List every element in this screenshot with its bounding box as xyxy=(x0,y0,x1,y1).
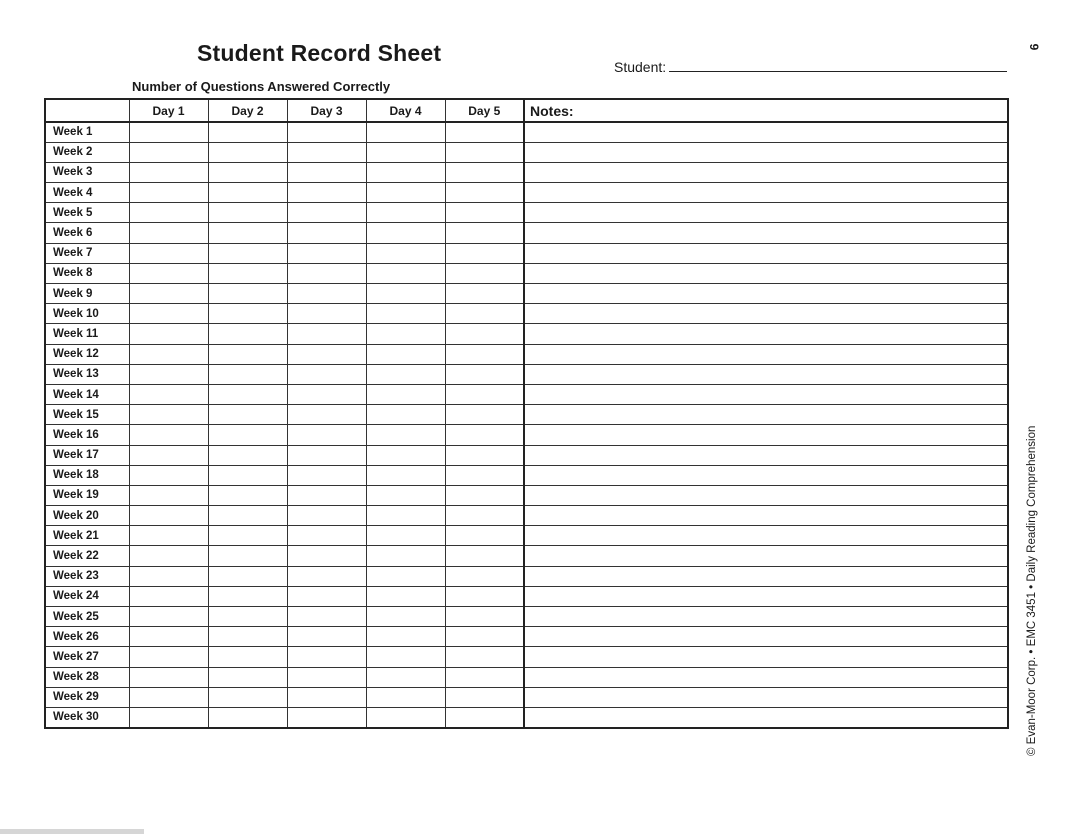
table-row xyxy=(45,566,1008,586)
day-2-cell[interactable] xyxy=(208,405,287,425)
record-table xyxy=(44,98,1009,729)
column-header-notes: Notes: xyxy=(524,99,1008,122)
day-4-cell[interactable] xyxy=(366,425,445,445)
table-row xyxy=(45,405,1008,425)
day-4-cell[interactable] xyxy=(366,364,445,384)
day-2-cell[interactable] xyxy=(208,223,287,243)
day-5-cell[interactable] xyxy=(445,526,524,546)
day-3-cell[interactable] xyxy=(287,142,366,162)
table-row xyxy=(45,223,1008,243)
day-3-cell[interactable] xyxy=(287,263,366,283)
day-1-cell[interactable] xyxy=(129,526,208,546)
day-5-cell[interactable] xyxy=(445,607,524,627)
day-2-cell[interactable] xyxy=(208,526,287,546)
horizontal-scrollbar[interactable] xyxy=(0,829,144,834)
week-label: Week 30 xyxy=(45,707,129,727)
week-label: Week 23 xyxy=(45,566,129,586)
notes-cell[interactable] xyxy=(524,162,1008,182)
day-3-cell[interactable] xyxy=(287,203,366,223)
week-label: Week 22 xyxy=(45,546,129,566)
notes-cell[interactable] xyxy=(524,304,1008,324)
day-5-cell[interactable] xyxy=(445,405,524,425)
day-1-cell[interactable] xyxy=(129,183,208,203)
notes-cell[interactable] xyxy=(524,344,1008,364)
week-label: Week 9 xyxy=(45,284,129,304)
day-4-cell[interactable] xyxy=(366,122,445,142)
day-3-cell[interactable] xyxy=(287,667,366,687)
day-3-cell[interactable] xyxy=(287,364,366,384)
day-4-cell[interactable] xyxy=(366,506,445,526)
table-row xyxy=(45,364,1008,384)
page-title: Student Record Sheet xyxy=(197,40,442,66)
day-1-cell[interactable] xyxy=(129,364,208,384)
day-1-cell[interactable] xyxy=(129,223,208,243)
notes-cell[interactable] xyxy=(524,324,1008,344)
day-2-cell[interactable] xyxy=(208,586,287,606)
day-2-cell[interactable] xyxy=(208,647,287,667)
day-5-cell[interactable] xyxy=(445,546,524,566)
notes-cell[interactable] xyxy=(524,405,1008,425)
day-1-cell[interactable] xyxy=(129,667,208,687)
day-3-cell[interactable] xyxy=(287,445,366,465)
week-label: Week 15 xyxy=(45,405,129,425)
week-label: Week 17 xyxy=(45,445,129,465)
notes-cell[interactable] xyxy=(524,526,1008,546)
day-5-cell[interactable] xyxy=(445,707,524,727)
day-5-cell[interactable] xyxy=(445,586,524,606)
day-4-cell[interactable] xyxy=(366,223,445,243)
table-row xyxy=(45,243,1008,263)
day-1-cell[interactable] xyxy=(129,506,208,526)
table-row xyxy=(45,445,1008,465)
day-1-cell[interactable] xyxy=(129,203,208,223)
day-3-cell[interactable] xyxy=(287,526,366,546)
day-1-cell[interactable] xyxy=(129,485,208,505)
notes-cell[interactable] xyxy=(524,263,1008,283)
day-4-cell[interactable] xyxy=(366,344,445,364)
day-3-cell[interactable] xyxy=(287,122,366,142)
week-label: Week 13 xyxy=(45,364,129,384)
day-4-cell[interactable] xyxy=(366,162,445,182)
day-3-cell[interactable] xyxy=(287,566,366,586)
notes-cell[interactable] xyxy=(524,142,1008,162)
notes-cell[interactable] xyxy=(524,203,1008,223)
day-4-cell[interactable] xyxy=(366,687,445,707)
day-3-cell[interactable] xyxy=(287,687,366,707)
day-5-cell[interactable] xyxy=(445,344,524,364)
week-label: Week 19 xyxy=(45,485,129,505)
day-5-cell[interactable] xyxy=(445,627,524,647)
day-5-cell[interactable] xyxy=(445,304,524,324)
day-5-cell[interactable] xyxy=(445,263,524,283)
week-label: Week 20 xyxy=(45,506,129,526)
week-label: Week 26 xyxy=(45,627,129,647)
day-5-cell[interactable] xyxy=(445,465,524,485)
day-5-cell[interactable] xyxy=(445,203,524,223)
notes-cell[interactable] xyxy=(524,364,1008,384)
day-2-cell[interactable] xyxy=(208,546,287,566)
day-1-cell[interactable] xyxy=(129,707,208,727)
week-label: Week 24 xyxy=(45,586,129,606)
day-2-cell[interactable] xyxy=(208,162,287,182)
notes-cell[interactable] xyxy=(524,707,1008,727)
notes-cell[interactable] xyxy=(524,627,1008,647)
day-3-cell[interactable] xyxy=(287,586,366,606)
day-3-cell[interactable] xyxy=(287,304,366,324)
day-4-cell[interactable] xyxy=(366,546,445,566)
day-3-cell[interactable] xyxy=(287,707,366,727)
notes-cell[interactable] xyxy=(524,566,1008,586)
day-3-cell[interactable] xyxy=(287,465,366,485)
column-header-day-3: Day 3 xyxy=(287,99,366,122)
notes-cell[interactable] xyxy=(524,284,1008,304)
notes-cell[interactable] xyxy=(524,425,1008,445)
day-3-cell[interactable] xyxy=(287,546,366,566)
day-5-cell[interactable] xyxy=(445,647,524,667)
day-2-cell[interactable] xyxy=(208,707,287,727)
day-1-cell[interactable] xyxy=(129,465,208,485)
day-2-cell[interactable] xyxy=(208,506,287,526)
day-1-cell[interactable] xyxy=(129,304,208,324)
notes-cell[interactable] xyxy=(524,546,1008,566)
day-5-cell[interactable] xyxy=(445,506,524,526)
day-5-cell[interactable] xyxy=(445,687,524,707)
day-5-cell[interactable] xyxy=(445,183,524,203)
column-header-day-2: Day 2 xyxy=(208,99,287,122)
table-row xyxy=(45,263,1008,283)
day-4-cell[interactable] xyxy=(366,586,445,606)
table-row xyxy=(45,485,1008,505)
week-label: Week 4 xyxy=(45,183,129,203)
day-1-cell[interactable] xyxy=(129,405,208,425)
day-2-cell[interactable] xyxy=(208,142,287,162)
week-label: Week 16 xyxy=(45,425,129,445)
notes-cell[interactable] xyxy=(524,687,1008,707)
day-3-cell[interactable] xyxy=(287,344,366,364)
day-2-cell[interactable] xyxy=(208,445,287,465)
day-2-cell[interactable] xyxy=(208,284,287,304)
day-1-cell[interactable] xyxy=(129,243,208,263)
day-4-cell[interactable] xyxy=(366,526,445,546)
table-row xyxy=(45,627,1008,647)
day-2-cell[interactable] xyxy=(208,203,287,223)
day-4-cell[interactable] xyxy=(366,243,445,263)
notes-cell[interactable] xyxy=(524,485,1008,505)
day-3-cell[interactable] xyxy=(287,647,366,667)
day-5-cell[interactable] xyxy=(445,122,524,142)
day-1-cell[interactable] xyxy=(129,445,208,465)
day-1-cell[interactable] xyxy=(129,263,208,283)
notes-cell[interactable] xyxy=(524,607,1008,627)
week-label: Week 28 xyxy=(45,667,129,687)
table-header-row xyxy=(45,99,1008,122)
day-5-cell[interactable] xyxy=(445,667,524,687)
day-2-cell[interactable] xyxy=(208,344,287,364)
day-1-cell[interactable] xyxy=(129,142,208,162)
week-label: Week 27 xyxy=(45,647,129,667)
day-1-cell[interactable] xyxy=(129,627,208,647)
day-5-cell[interactable] xyxy=(445,445,524,465)
column-header-day-4: Day 4 xyxy=(366,99,445,122)
week-label: Week 8 xyxy=(45,263,129,283)
day-4-cell[interactable] xyxy=(366,465,445,485)
table-row xyxy=(45,667,1008,687)
day-5-cell[interactable] xyxy=(445,223,524,243)
day-1-cell[interactable] xyxy=(129,344,208,364)
week-label: Week 2 xyxy=(45,142,129,162)
table-row xyxy=(45,465,1008,485)
day-1-cell[interactable] xyxy=(129,122,208,142)
day-3-cell[interactable] xyxy=(287,324,366,344)
day-1-cell[interactable] xyxy=(129,546,208,566)
day-5-cell[interactable] xyxy=(445,243,524,263)
week-label: Week 1 xyxy=(45,122,129,142)
day-5-cell[interactable] xyxy=(445,142,524,162)
day-3-cell[interactable] xyxy=(287,405,366,425)
week-label: Week 7 xyxy=(45,243,129,263)
table-row xyxy=(45,284,1008,304)
day-5-cell[interactable] xyxy=(445,384,524,404)
day-1-cell[interactable] xyxy=(129,687,208,707)
day-1-cell[interactable] xyxy=(129,647,208,667)
notes-cell[interactable] xyxy=(524,445,1008,465)
week-label: Week 12 xyxy=(45,344,129,364)
day-2-cell[interactable] xyxy=(208,425,287,445)
table-row xyxy=(45,687,1008,707)
day-2-cell[interactable] xyxy=(208,304,287,324)
table-row xyxy=(45,607,1008,627)
table-row xyxy=(45,546,1008,566)
day-4-cell[interactable] xyxy=(366,485,445,505)
day-4-cell[interactable] xyxy=(366,647,445,667)
table-row xyxy=(45,425,1008,445)
page-number: 9 xyxy=(1027,43,1041,51)
day-3-cell[interactable] xyxy=(287,425,366,445)
day-2-cell[interactable] xyxy=(208,324,287,344)
day-2-cell[interactable] xyxy=(208,263,287,283)
table-row xyxy=(45,586,1008,606)
day-2-cell[interactable] xyxy=(208,667,287,687)
day-5-cell[interactable] xyxy=(445,485,524,505)
notes-cell[interactable] xyxy=(524,384,1008,404)
day-1-cell[interactable] xyxy=(129,384,208,404)
table-row xyxy=(45,304,1008,324)
day-1-cell[interactable] xyxy=(129,162,208,182)
week-label: Week 25 xyxy=(45,607,129,627)
week-label: Week 29 xyxy=(45,687,129,707)
table-row xyxy=(45,506,1008,526)
day-3-cell[interactable] xyxy=(287,162,366,182)
day-4-cell[interactable] xyxy=(366,263,445,283)
day-4-cell[interactable] xyxy=(366,142,445,162)
day-3-cell[interactable] xyxy=(287,243,366,263)
day-4-cell[interactable] xyxy=(366,405,445,425)
day-5-cell[interactable] xyxy=(445,324,524,344)
day-4-cell[interactable] xyxy=(366,607,445,627)
notes-cell[interactable] xyxy=(524,223,1008,243)
day-5-cell[interactable] xyxy=(445,566,524,586)
day-2-cell[interactable] xyxy=(208,465,287,485)
day-3-cell[interactable] xyxy=(287,183,366,203)
day-2-cell[interactable] xyxy=(208,183,287,203)
day-1-cell[interactable] xyxy=(129,566,208,586)
day-4-cell[interactable] xyxy=(366,284,445,304)
table-row xyxy=(45,122,1008,142)
day-2-cell[interactable] xyxy=(208,122,287,142)
day-4-cell[interactable] xyxy=(366,183,445,203)
day-2-cell[interactable] xyxy=(208,687,287,707)
day-4-cell[interactable] xyxy=(366,445,445,465)
day-4-cell[interactable] xyxy=(366,203,445,223)
table-row xyxy=(45,526,1008,546)
table-row xyxy=(45,707,1008,727)
day-1-cell[interactable] xyxy=(129,586,208,606)
table-row xyxy=(45,142,1008,162)
table-row xyxy=(45,203,1008,223)
day-3-cell[interactable] xyxy=(287,506,366,526)
week-label: Week 21 xyxy=(45,526,129,546)
copyright-footer: © Evan-Moor Corp. • EMC 3451 • Daily Reading Comprehension xyxy=(1026,425,1038,756)
notes-cell[interactable] xyxy=(524,122,1008,142)
day-4-cell[interactable] xyxy=(366,384,445,404)
notes-cell[interactable] xyxy=(524,506,1008,526)
week-label: Week 18 xyxy=(45,465,129,485)
week-label: Week 14 xyxy=(45,384,129,404)
day-5-cell[interactable] xyxy=(445,425,524,445)
table-row xyxy=(45,647,1008,667)
table-row xyxy=(45,183,1008,203)
week-label: Week 11 xyxy=(45,324,129,344)
notes-cell[interactable] xyxy=(524,586,1008,606)
day-3-cell[interactable] xyxy=(287,607,366,627)
student-label: Student: xyxy=(614,59,667,75)
day-4-cell[interactable] xyxy=(366,304,445,324)
day-4-cell[interactable] xyxy=(366,566,445,586)
notes-cell[interactable] xyxy=(524,183,1008,203)
table-row xyxy=(45,162,1008,182)
day-2-cell[interactable] xyxy=(208,566,287,586)
day-4-cell[interactable] xyxy=(366,627,445,647)
day-3-cell[interactable] xyxy=(287,284,366,304)
day-2-cell[interactable] xyxy=(208,384,287,404)
notes-cell[interactable] xyxy=(524,647,1008,667)
day-4-cell[interactable] xyxy=(366,707,445,727)
notes-cell[interactable] xyxy=(524,667,1008,687)
day-4-cell[interactable] xyxy=(366,667,445,687)
day-2-cell[interactable] xyxy=(208,364,287,384)
column-header-day-5: Day 5 xyxy=(445,99,524,122)
column-header-day-1: Day 1 xyxy=(129,99,208,122)
day-3-cell[interactable] xyxy=(287,627,366,647)
notes-cell[interactable] xyxy=(524,465,1008,485)
day-3-cell[interactable] xyxy=(287,223,366,243)
week-label: Week 6 xyxy=(45,223,129,243)
day-4-cell[interactable] xyxy=(366,324,445,344)
column-header-blank xyxy=(45,99,129,122)
student-name-line xyxy=(669,71,1007,72)
day-2-cell[interactable] xyxy=(208,607,287,627)
day-1-cell[interactable] xyxy=(129,284,208,304)
day-3-cell[interactable] xyxy=(287,485,366,505)
day-5-cell[interactable] xyxy=(445,364,524,384)
notes-cell[interactable] xyxy=(524,243,1008,263)
table-subtitle: Number of Questions Answered Correctly xyxy=(132,79,391,94)
table-row xyxy=(45,324,1008,344)
day-5-cell[interactable] xyxy=(445,284,524,304)
table-row xyxy=(45,384,1008,404)
day-2-cell[interactable] xyxy=(208,627,287,647)
day-5-cell[interactable] xyxy=(445,162,524,182)
day-1-cell[interactable] xyxy=(129,324,208,344)
day-3-cell[interactable] xyxy=(287,384,366,404)
week-label: Week 5 xyxy=(45,203,129,223)
day-1-cell[interactable] xyxy=(129,425,208,445)
week-label: Week 10 xyxy=(45,304,129,324)
day-1-cell[interactable] xyxy=(129,607,208,627)
day-2-cell[interactable] xyxy=(208,243,287,263)
table-row xyxy=(45,344,1008,364)
day-2-cell[interactable] xyxy=(208,485,287,505)
week-label: Week 3 xyxy=(45,162,129,182)
